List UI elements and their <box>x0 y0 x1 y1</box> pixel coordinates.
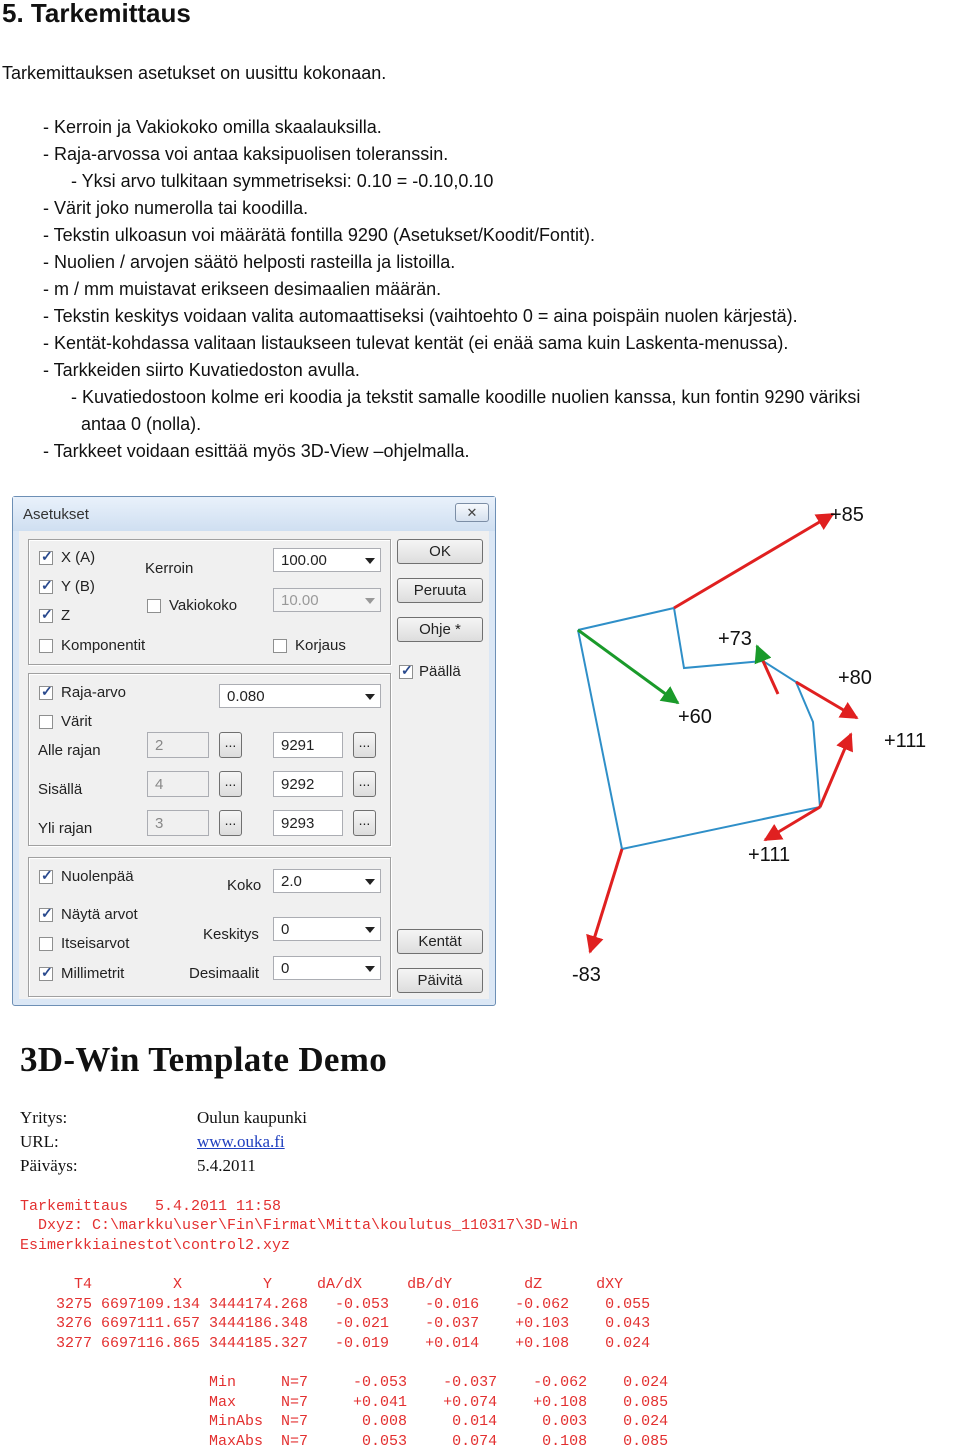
chevron-down-icon <box>365 598 375 604</box>
korjaus-checkbox[interactable] <box>273 639 287 653</box>
z-checkbox[interactable] <box>39 609 53 623</box>
meta-key: Yritys: <box>20 1108 68 1127</box>
kerroin-label: Kerroin <box>145 560 194 577</box>
vakiokoko-value: 10.00 <box>281 592 319 609</box>
deviation-label: +111 <box>748 844 791 866</box>
deviation-label: +111 <box>884 730 927 752</box>
yli-rajan-code-field[interactable] <box>273 810 343 836</box>
alle-rajan-label: Alle rajan <box>38 742 101 759</box>
yli-rajan-code-browse-button[interactable]: ... <box>353 810 376 836</box>
chevron-down-icon <box>365 558 375 564</box>
field-value: 9291 <box>281 737 315 754</box>
chevron-down-icon <box>365 879 375 885</box>
raja-arvo-combo[interactable] <box>219 684 381 708</box>
x-label: X (A) <box>61 549 96 566</box>
bullet-item: - Kerroin ja Vakiokoko omilla skaalauksilla. <box>43 117 382 137</box>
fields-button[interactable]: Kentät <box>397 929 483 954</box>
millimetrit-label: Millimetrit <box>61 965 125 982</box>
ok-button[interactable]: OK <box>397 539 483 564</box>
dialog-titlebar[interactable] <box>13 497 495 531</box>
report-header-line: Tarkemittaus 5.4.2011 11:58 <box>20 1198 282 1215</box>
sisalla-code-field[interactable] <box>273 771 343 797</box>
report-title: 3D-Win Template Demo <box>20 1040 388 1079</box>
settings-dialog <box>12 496 496 1006</box>
bullet-item: - Kentät-kohdassa valitaan listaukseen tulevat kentät (ei enää sama kuin Laskenta-menussa). <box>43 333 789 353</box>
outline-polygon <box>578 608 820 849</box>
raja-arvo-value: 0.080 <box>227 688 265 705</box>
alle-rajan-color-field[interactable] <box>147 732 209 758</box>
koko-label: Koko <box>227 877 262 894</box>
deviation-arrow <box>820 734 851 807</box>
deviation-label: +73 <box>718 628 752 650</box>
x-checkbox[interactable] <box>39 551 53 565</box>
deviation-label: +60 <box>678 706 712 728</box>
arrow-group <box>28 857 391 997</box>
refresh-button[interactable]: Päivitä <box>397 968 483 993</box>
bullet-item: - Tarkkeiden siirto Kuvatiedoston avulla. <box>43 360 360 380</box>
raja-arvo-checkbox[interactable] <box>39 686 53 700</box>
korjaus-label: Korjaus <box>295 637 346 654</box>
deviation-arrow <box>590 849 622 952</box>
y-checkbox[interactable] <box>39 580 53 594</box>
y-label: Y (B) <box>61 578 95 595</box>
raja-arvo-label: Raja-arvo <box>61 684 127 701</box>
chevron-down-icon <box>365 966 375 972</box>
itseisarvot-label: Itseisarvot <box>61 935 130 952</box>
deviation-label: +80 <box>838 667 872 689</box>
deviation-label: -83 <box>572 964 601 986</box>
desimaalit-label: Desimaalit <box>189 965 260 982</box>
nuolenpaa-checkbox[interactable] <box>39 870 53 884</box>
intro-paragraph: Tarkemittauksen asetukset on uusittu kokonaan. <box>2 63 387 83</box>
nayta-arvot-label: Näytä arvot <box>61 906 138 923</box>
alle-rajan-color-browse-button[interactable]: ... <box>219 732 242 758</box>
nuolenpaa-label: Nuolenpää <box>61 868 134 885</box>
sub-bullet-continuation: antaa 0 (nolla). <box>81 414 202 434</box>
meta-key: URL: <box>20 1132 59 1151</box>
bullet-item: - Raja-arvossa voi antaa kaksipuolisen toleranssin. <box>43 144 449 164</box>
dialog-title: Asetukset <box>23 506 89 523</box>
yli-rajan-label: Yli rajan <box>38 820 93 837</box>
bullet-item: - Värit joko numerolla tai koodilla. <box>43 198 309 218</box>
close-button[interactable] <box>455 503 489 522</box>
table-row: 3277 6697116.865 3444185.327 -0.019 +0.014 +0.108 0.024 <box>20 1335 651 1352</box>
komponentit-label: Komponentit <box>61 637 146 654</box>
alle-rajan-code-field[interactable] <box>273 732 343 758</box>
deviation-arrow-figure <box>560 496 960 996</box>
table-row: 3276 6697111.657 3444186.348 -0.021 -0.037 +0.103 0.043 <box>20 1315 651 1332</box>
chevron-down-icon <box>365 927 375 933</box>
kerroin-value: 100.00 <box>281 552 327 569</box>
yli-rajan-color-browse-button[interactable]: ... <box>219 810 242 836</box>
vakiokoko-combo[interactable] <box>273 588 381 612</box>
keskitys-label: Keskitys <box>203 926 259 943</box>
table-header: T4 X Y dA/dX dB/dY dZ dXY <box>20 1276 624 1293</box>
meta-key: Päiväys: <box>20 1156 78 1175</box>
varit-label: Värit <box>61 713 92 730</box>
vakiokoko-label: Vakiokoko <box>169 597 238 614</box>
field-value: 2 <box>155 737 164 754</box>
stats-row: MinAbs N=7 0.008 0.014 0.003 0.024 <box>20 1413 669 1430</box>
report-header-line: Esimerkkiainestot\control2.xyz <box>20 1237 291 1254</box>
help-button[interactable]: Ohje * <box>397 617 483 642</box>
sisalla-color-browse-button[interactable]: ... <box>219 771 242 797</box>
field-value: 4 <box>155 776 164 793</box>
koko-combo[interactable] <box>273 869 381 893</box>
url-link[interactable]: www.ouka.fi <box>197 1132 285 1151</box>
deviation-arrow <box>674 514 833 608</box>
field-value: 3 <box>155 815 164 832</box>
bullet-item: - m / mm muistavat erikseen desimaalien määrän. <box>43 279 442 299</box>
dialog-body <box>19 531 489 999</box>
sisalla-color-field[interactable] <box>147 771 209 797</box>
chevron-down-icon <box>365 694 375 700</box>
vakiokoko-checkbox[interactable] <box>147 599 161 613</box>
nayta-arvot-checkbox[interactable] <box>39 908 53 922</box>
stats-row: Max N=7 +0.041 +0.074 +0.108 0.085 <box>20 1394 669 1411</box>
stats-row: Min N=7 -0.053 -0.037 -0.062 0.024 <box>20 1374 669 1391</box>
desimaalit-combo[interactable] <box>273 956 381 980</box>
report-header-line: Dxyz: C:\markku\user\Fin\Firmat\Mitta\koulutus_110317\3D-Win <box>20 1217 579 1234</box>
field-value: 9292 <box>281 776 315 793</box>
itseisarvot-checkbox[interactable] <box>39 937 53 951</box>
field-value: 9293 <box>281 815 315 832</box>
z-label: Z <box>61 607 71 624</box>
table-row: 3275 6697109.134 3444174.268 -0.053 -0.016 -0.062 0.055 <box>20 1296 651 1313</box>
scale-group <box>28 539 391 665</box>
bullet-item: - Nuolien / arvojen säätö helposti rasteilla ja listoilla. <box>43 252 456 272</box>
sub-bullet-item: - Yksi arvo tulkitaan symmetriseksi: 0.10 = -0.10,0.10 <box>71 171 494 191</box>
meta-value: Oulun kaupunki <box>197 1108 308 1127</box>
varit-checkbox[interactable] <box>39 715 53 729</box>
close-icon: ✕ <box>466 505 478 520</box>
deviation-arrow <box>757 646 763 661</box>
sisalla-code-browse-button[interactable]: ... <box>353 771 376 797</box>
keskitys-combo[interactable] <box>273 917 381 941</box>
bullet-item: - Tekstin keskitys voidaan valita automaattiseksi (vaihtoehto 0 = aina poispäin nuolen kärjestä). <box>43 306 798 326</box>
desimaalit-value: 0 <box>281 960 290 977</box>
sisalla-label: Sisällä <box>38 781 83 798</box>
deviation-arrow <box>578 630 678 703</box>
deviation-label: +85 <box>830 504 864 526</box>
bullet-item: - Tarkkeet voidaan esittää myös 3D-View –ohjelmalla. <box>43 441 470 461</box>
keskitys-value: 0 <box>281 921 290 938</box>
limit-group <box>28 673 391 846</box>
bullet-item: - Tekstin ulkoasun voi määrätä fontilla 9290 (Asetukset/Koodit/Fontit). <box>43 225 595 245</box>
meta-value: 5.4.2011 <box>197 1156 256 1175</box>
paalla-checkbox[interactable] <box>399 665 413 679</box>
paalla-label: Päällä <box>419 663 461 680</box>
koko-value: 2.0 <box>281 873 302 890</box>
kerroin-combo[interactable] <box>273 548 381 572</box>
millimetrit-checkbox[interactable] <box>39 967 53 981</box>
alle-rajan-code-browse-button[interactable]: ... <box>353 732 376 758</box>
yli-rajan-color-field[interactable] <box>147 810 209 836</box>
page-title: 5. Tarkemittaus <box>2 0 191 28</box>
komponentit-checkbox[interactable] <box>39 639 53 653</box>
sub-bullet-item: - Kuvatiedostoon kolme eri koodia ja tekstit samalle koodille nuolien kanssa, kun fontin 9290 väriksi <box>71 387 861 407</box>
cancel-button[interactable]: Peruuta <box>397 578 483 603</box>
stats-row: MaxAbs N=7 0.053 0.074 0.108 0.085 <box>20 1433 669 1450</box>
